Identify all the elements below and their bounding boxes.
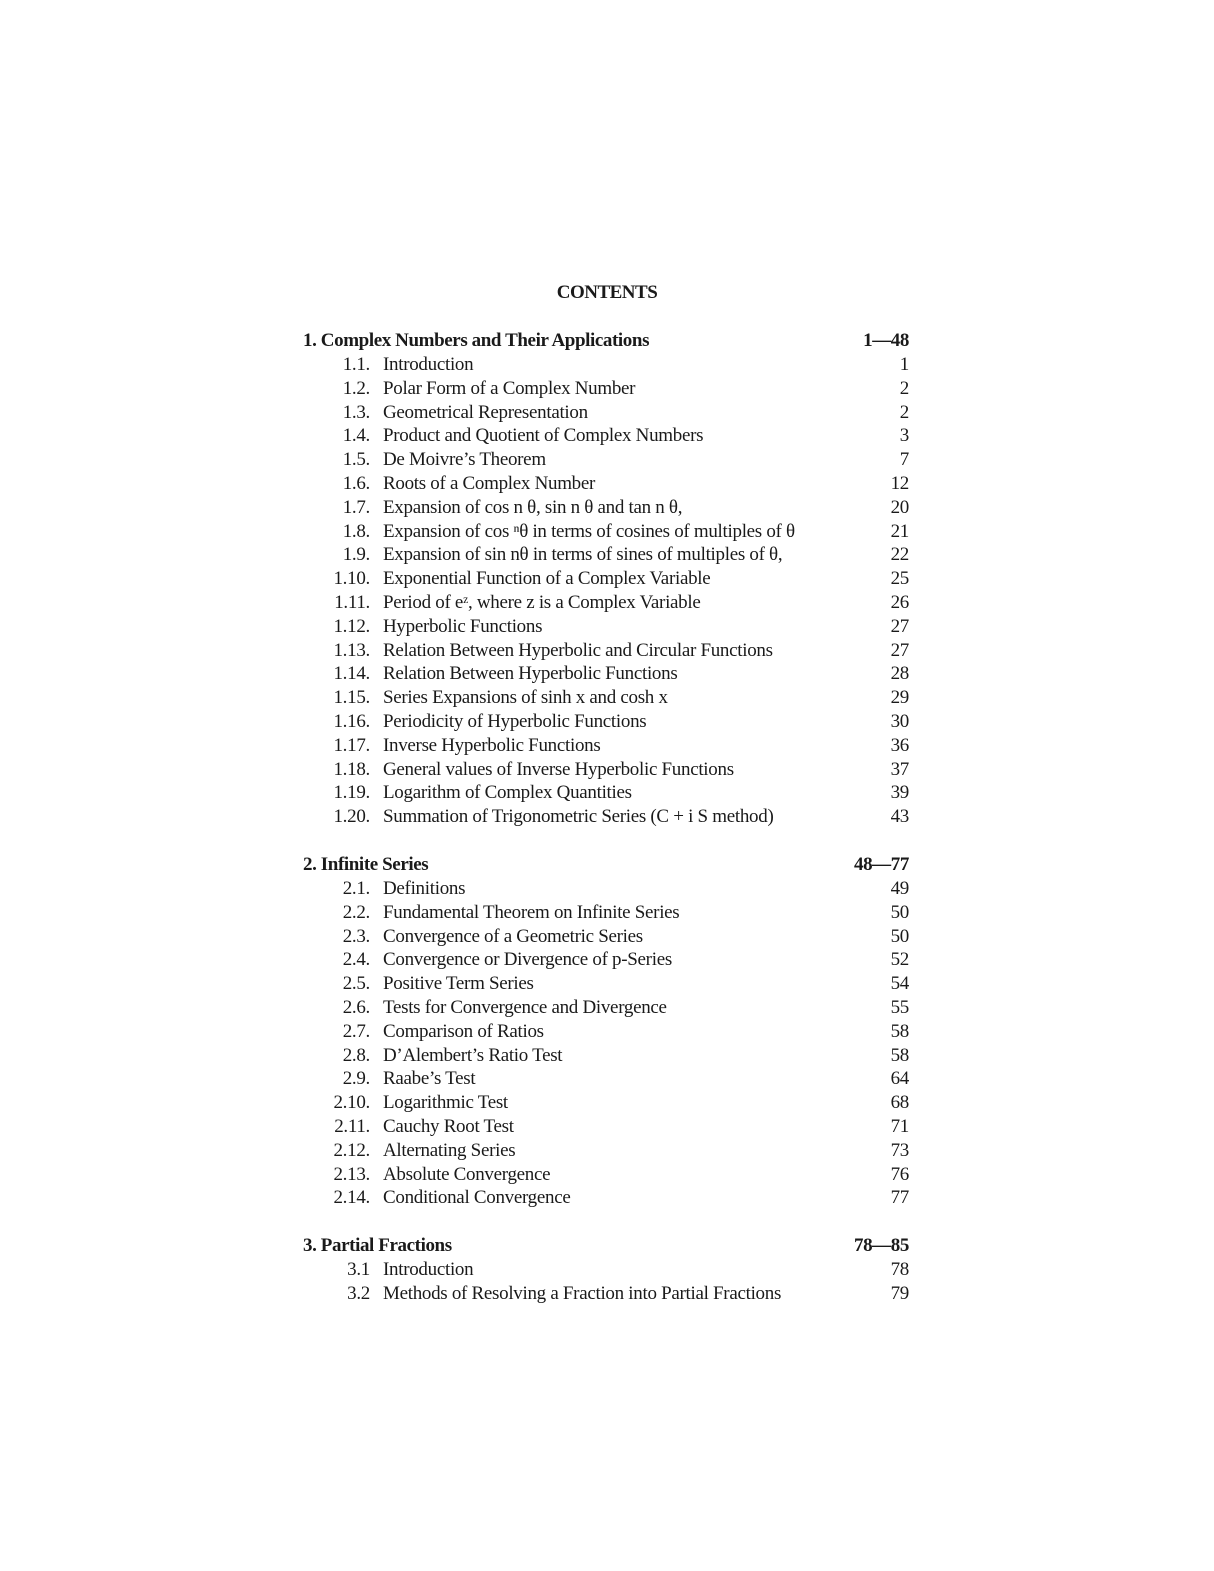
chapter-heading-row[interactable] — [303, 853, 909, 877]
section-page: 26 — [890, 591, 909, 613]
toc-entry[interactable] — [303, 805, 909, 829]
section-title: Fundamental Theorem on Infinite Series — [383, 901, 680, 923]
section-number: 1.14. — [333, 663, 370, 685]
toc-entry[interactable] — [303, 710, 909, 734]
section-page: 76 — [890, 1163, 909, 1185]
section-title: Polar Form of a Complex Number — [383, 377, 636, 399]
chapter-title: 1. Complex Numbers and Their Applications — [303, 330, 650, 351]
section-number: 1.6. — [342, 472, 370, 494]
section-title: Roots of a Complex Number — [383, 472, 596, 494]
section-number: 2.10. — [333, 1092, 370, 1114]
section-page: 25 — [890, 568, 909, 590]
section-number: 2.12. — [333, 1139, 370, 1161]
section-number: 2.8. — [342, 1044, 370, 1066]
section-number: 3.1 — [347, 1259, 370, 1281]
section-title: Comparison of Ratios — [383, 1020, 544, 1042]
section-page: 50 — [890, 901, 909, 923]
section-page: 12 — [890, 472, 909, 494]
section-number: 1.8. — [342, 520, 370, 542]
section-number: 1.1. — [342, 354, 370, 375]
section-page: 2 — [899, 401, 909, 423]
section-number: 1.13. — [333, 639, 370, 661]
section-number: 1.19. — [333, 782, 370, 804]
section-page: 37 — [890, 758, 909, 780]
section-title: Expansion of sin nθ in terms of sines of multiples of θ, — [383, 544, 783, 566]
section-number: 2.13. — [333, 1163, 370, 1185]
section-page: 49 — [890, 877, 909, 899]
section-number: 2.5. — [342, 973, 370, 995]
section-number: 2.6. — [342, 996, 370, 1018]
section-number: 2.11. — [334, 1115, 370, 1137]
chapter-2 — [303, 853, 909, 1210]
section-number: 1.3. — [342, 401, 370, 423]
section-number: 2.14. — [333, 1187, 370, 1209]
section-title: Product and Quotient of Complex Numbers — [383, 425, 704, 447]
section-title: Hyperbolic Functions — [383, 615, 543, 637]
toc-entry[interactable] — [303, 543, 909, 567]
section-page: 77 — [890, 1187, 909, 1209]
section-title: Tests for Convergence and Divergence — [383, 996, 667, 1018]
section-page: 27 — [890, 615, 909, 637]
section-page: 2 — [899, 377, 909, 399]
section-page: 30 — [890, 710, 909, 732]
toc-entry[interactable] — [303, 496, 909, 520]
toc-entry[interactable] — [303, 401, 909, 425]
section-title: Introduction — [383, 354, 474, 375]
section-number: 1.15. — [333, 687, 370, 709]
toc-entry[interactable] — [303, 1020, 909, 1044]
toc-entry[interactable] — [303, 1115, 909, 1139]
section-number: 2.2. — [342, 901, 370, 923]
section-title: General values of Inverse Hyperbolic Functions — [383, 758, 734, 780]
section-page: 21 — [890, 520, 909, 542]
section-title: Expansion of cos n θ, sin n θ and tan n θ, — [383, 496, 683, 518]
section-number: 1.20. — [333, 806, 370, 828]
toc-entry[interactable] — [303, 1091, 909, 1115]
section-page: 79 — [890, 1282, 909, 1304]
section-number: 1.9. — [342, 544, 370, 566]
section-title: Periodicity of Hyperbolic Functions — [383, 710, 647, 732]
toc-entry[interactable] — [303, 1044, 909, 1068]
section-title: Positive Term Series — [383, 973, 534, 995]
section-page: 71 — [890, 1115, 909, 1137]
toc-entry[interactable] — [303, 1067, 909, 1091]
section-page: 55 — [890, 996, 909, 1018]
table-of-contents — [303, 329, 909, 1330]
chapter-title: 2. Infinite Series — [303, 853, 429, 875]
section-page: 1 — [899, 354, 909, 375]
section-title: Logarithmic Test — [383, 1092, 508, 1114]
section-title: Alternating Series — [383, 1139, 516, 1161]
section-title: Introduction — [383, 1259, 474, 1281]
section-page: 58 — [890, 1020, 909, 1042]
toc-entry[interactable] — [303, 424, 909, 448]
toc-entry[interactable] — [303, 520, 909, 544]
section-title: Relation Between Hyperbolic and Circular Functions — [383, 639, 773, 661]
toc-entry[interactable] — [303, 1139, 909, 1163]
toc-entry[interactable] — [303, 377, 909, 401]
section-title: Logarithm of Complex Quantities — [383, 782, 632, 804]
section-page: 39 — [890, 782, 909, 804]
section-title: Conditional Convergence — [383, 1187, 571, 1209]
section-page: 58 — [890, 1044, 909, 1066]
section-number: 1.18. — [333, 758, 370, 780]
section-number: 2.7. — [342, 1020, 370, 1042]
chapter-page-range: 78—85 — [853, 1235, 909, 1257]
section-page: 28 — [890, 663, 909, 685]
section-title: Geometrical Representation — [383, 401, 588, 423]
section-number: 2.3. — [342, 925, 370, 947]
toc-entry[interactable] — [303, 591, 909, 615]
section-title: Summation of Trigonometric Series (C + i S method) — [383, 806, 774, 828]
section-number: 1.7. — [342, 496, 370, 518]
toc-entry[interactable] — [303, 615, 909, 639]
toc-entry[interactable] — [303, 353, 909, 377]
toc-entry[interactable] — [303, 877, 909, 901]
section-number: 1.5. — [342, 449, 370, 471]
toc-entry[interactable] — [303, 734, 909, 758]
chapter-1 — [303, 329, 909, 829]
toc-entry[interactable] — [303, 1163, 909, 1187]
section-title: Convergence of a Geometric Series — [383, 925, 643, 947]
section-number: 2.1. — [342, 877, 370, 899]
section-number: 1.2. — [342, 377, 370, 399]
section-page: 43 — [890, 806, 909, 828]
section-number: 1.11. — [334, 591, 370, 613]
section-page: 78 — [890, 1259, 909, 1281]
toc-entry[interactable] — [303, 925, 909, 949]
section-page: 54 — [890, 973, 909, 995]
toc-entry[interactable] — [303, 948, 909, 972]
toc-entry[interactable] — [303, 686, 909, 710]
section-title: Methods of Resolving a Fraction into Partial Fractions — [383, 1282, 782, 1304]
toc-entry[interactable] — [303, 567, 909, 591]
toc-entry[interactable] — [303, 448, 909, 472]
section-number: 3.2 — [347, 1282, 370, 1304]
chapter-3 — [303, 1234, 909, 1306]
section-title: Convergence or Divergence of p-Series — [383, 949, 672, 971]
toc-entry[interactable] — [303, 901, 909, 925]
section-title: Raabe’s Test — [383, 1068, 476, 1090]
chapter-heading-row[interactable] — [303, 329, 909, 353]
toc-entry[interactable] — [303, 639, 909, 663]
section-title: Period of eᶻ, where z is a Complex Variable — [383, 591, 701, 613]
section-page: 68 — [890, 1092, 909, 1114]
section-title: De Moivre’s Theorem — [383, 449, 546, 471]
section-title: Absolute Convergence — [383, 1163, 551, 1185]
section-page: 29 — [890, 687, 909, 709]
section-page: 50 — [890, 925, 909, 947]
section-title: Exponential Function of a Complex Variable — [383, 568, 711, 590]
section-title: Series Expansions of sinh x and cosh x — [383, 687, 668, 709]
section-page: 3 — [899, 425, 909, 447]
toc-entry[interactable] — [303, 972, 909, 996]
page-title: CONTENTS — [556, 282, 658, 303]
section-title: Cauchy Root Test — [383, 1115, 514, 1137]
section-number: 1.16. — [333, 710, 370, 732]
section-number: 1.17. — [333, 734, 370, 756]
section-number: 1.12. — [333, 615, 370, 637]
section-number: 1.4. — [342, 425, 370, 447]
chapter-page-range: 1—48 — [863, 330, 909, 351]
toc-entry[interactable] — [303, 1282, 909, 1306]
toc-entry[interactable] — [303, 996, 909, 1020]
section-title: Relation Between Hyperbolic Functions — [383, 663, 678, 685]
section-page: 64 — [890, 1068, 909, 1090]
section-page: 36 — [890, 734, 909, 756]
toc-entry[interactable] — [303, 758, 909, 782]
section-page: 27 — [890, 639, 909, 661]
toc-entry[interactable] — [303, 781, 909, 805]
section-title: D’Alembert’s Ratio Test — [383, 1044, 563, 1066]
toc-entry[interactable] — [303, 472, 909, 496]
toc-entry[interactable] — [303, 662, 909, 686]
section-title: Inverse Hyperbolic Functions — [383, 734, 601, 756]
chapter-page-range: 48—77 — [853, 853, 909, 875]
section-page: 20 — [890, 496, 909, 518]
chapter-title: 3. Partial Fractions — [303, 1235, 452, 1257]
section-title: Expansion of cos ⁿθ in terms of cosines of multiples of θ — [383, 520, 795, 542]
section-title: Definitions — [383, 877, 466, 899]
section-number: 2.9. — [342, 1068, 370, 1090]
section-number: 2.4. — [342, 949, 370, 971]
section-page: 52 — [890, 949, 909, 971]
section-number: 1.10. — [333, 568, 370, 590]
section-page: 22 — [890, 544, 909, 566]
section-page: 73 — [890, 1139, 909, 1161]
toc-entry[interactable] — [303, 1258, 909, 1282]
toc-entry[interactable] — [303, 1186, 909, 1210]
section-page: 7 — [899, 449, 909, 471]
chapter-heading-row[interactable] — [303, 1234, 909, 1258]
